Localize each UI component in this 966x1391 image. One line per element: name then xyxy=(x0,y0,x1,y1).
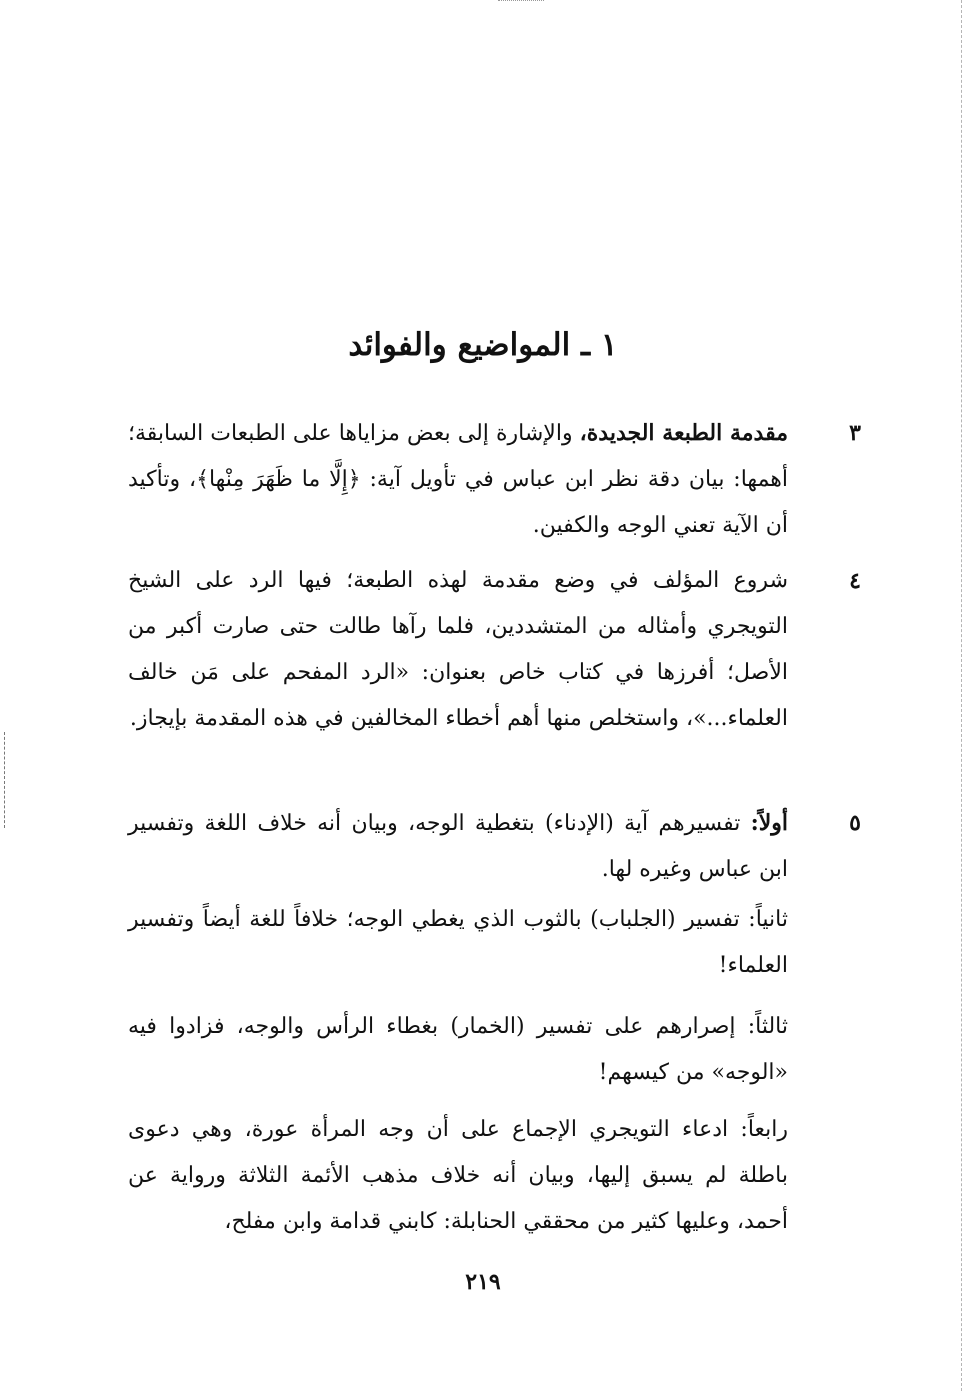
entry-5-text: تفسيرهم آية (الإدناء) بتغطية الوجه، وبيان أنه خلاف اللغة وتفسير ابن عباس وغيره لها. xyxy=(128,811,788,882)
entry-4-text: شروع المؤلف في وضع مقدمة لهذه الطبعة؛ فيها الرد على الشيخ التويجري وأمثاله من المتشددين، فلما رآها طالت حتى صارت أكبر من الأصل؛ أفرزها في كتاب خاص بعنوان: «الرد المفحم على مَن خالف العلماء...»، واستخلص منها أهم أخطاء المخالفين في هذه المقدمة بإيجاز. xyxy=(128,568,788,731)
page-number: ٢١٩ xyxy=(465,1269,501,1295)
entry-number-4: ٤ xyxy=(849,568,861,594)
entry-5-second: ثانياً: تفسير (الجلباب) بالثوب الذي يغطي الوجه؛ خلافاً للغة أيضاً وتفسير العلماء! xyxy=(128,907,788,978)
entry-5-first xyxy=(128,800,788,893)
entry-3-lead: مقدمة الطبعة الجديدة، xyxy=(579,420,788,446)
entry-3-text: والإشارة إلى بعض مزاياها على الطبعات السابقة؛ أهمها: بيان دقة نظر ابن عباس في تأويل آية: ﴿إِلَّا ما ظَهَرَ مِنْها﴾، وتأكيد أن الآية تعني الوجه والكفين. xyxy=(128,421,788,538)
entry-5-third: ثالثاً: إصرارهم على تفسير (الخمار) بغطاء الرأس والوجه، فزادوا فيه «الوجه» من كيسهم! xyxy=(128,1014,788,1085)
entry-5-lead: أولاً: xyxy=(750,810,788,836)
scan-left-mark xyxy=(4,732,5,828)
entry-5-fourth: رابعاً: ادعاء التويجري الإجماع على أن وجه المرأة عورة، وهي دعوى باطلة لم يسبق إليها، وبيان أنه خلاف مذهب الأئمة الثلاثة ورواية عن أحمد، وعليها كثير من محققي الحنابلة: كابني قدامة وابن مفلح، xyxy=(128,1117,788,1234)
entry-4 xyxy=(128,558,788,742)
entry-number-5: ٥ xyxy=(849,810,861,836)
chapter-title: ١ ـ المواضيع والفوائد xyxy=(348,327,618,363)
entry-number-3: ٣ xyxy=(849,420,861,446)
entry-3 xyxy=(128,410,788,549)
scan-right-edge xyxy=(961,0,962,1391)
scan-top-mark xyxy=(498,0,544,1)
